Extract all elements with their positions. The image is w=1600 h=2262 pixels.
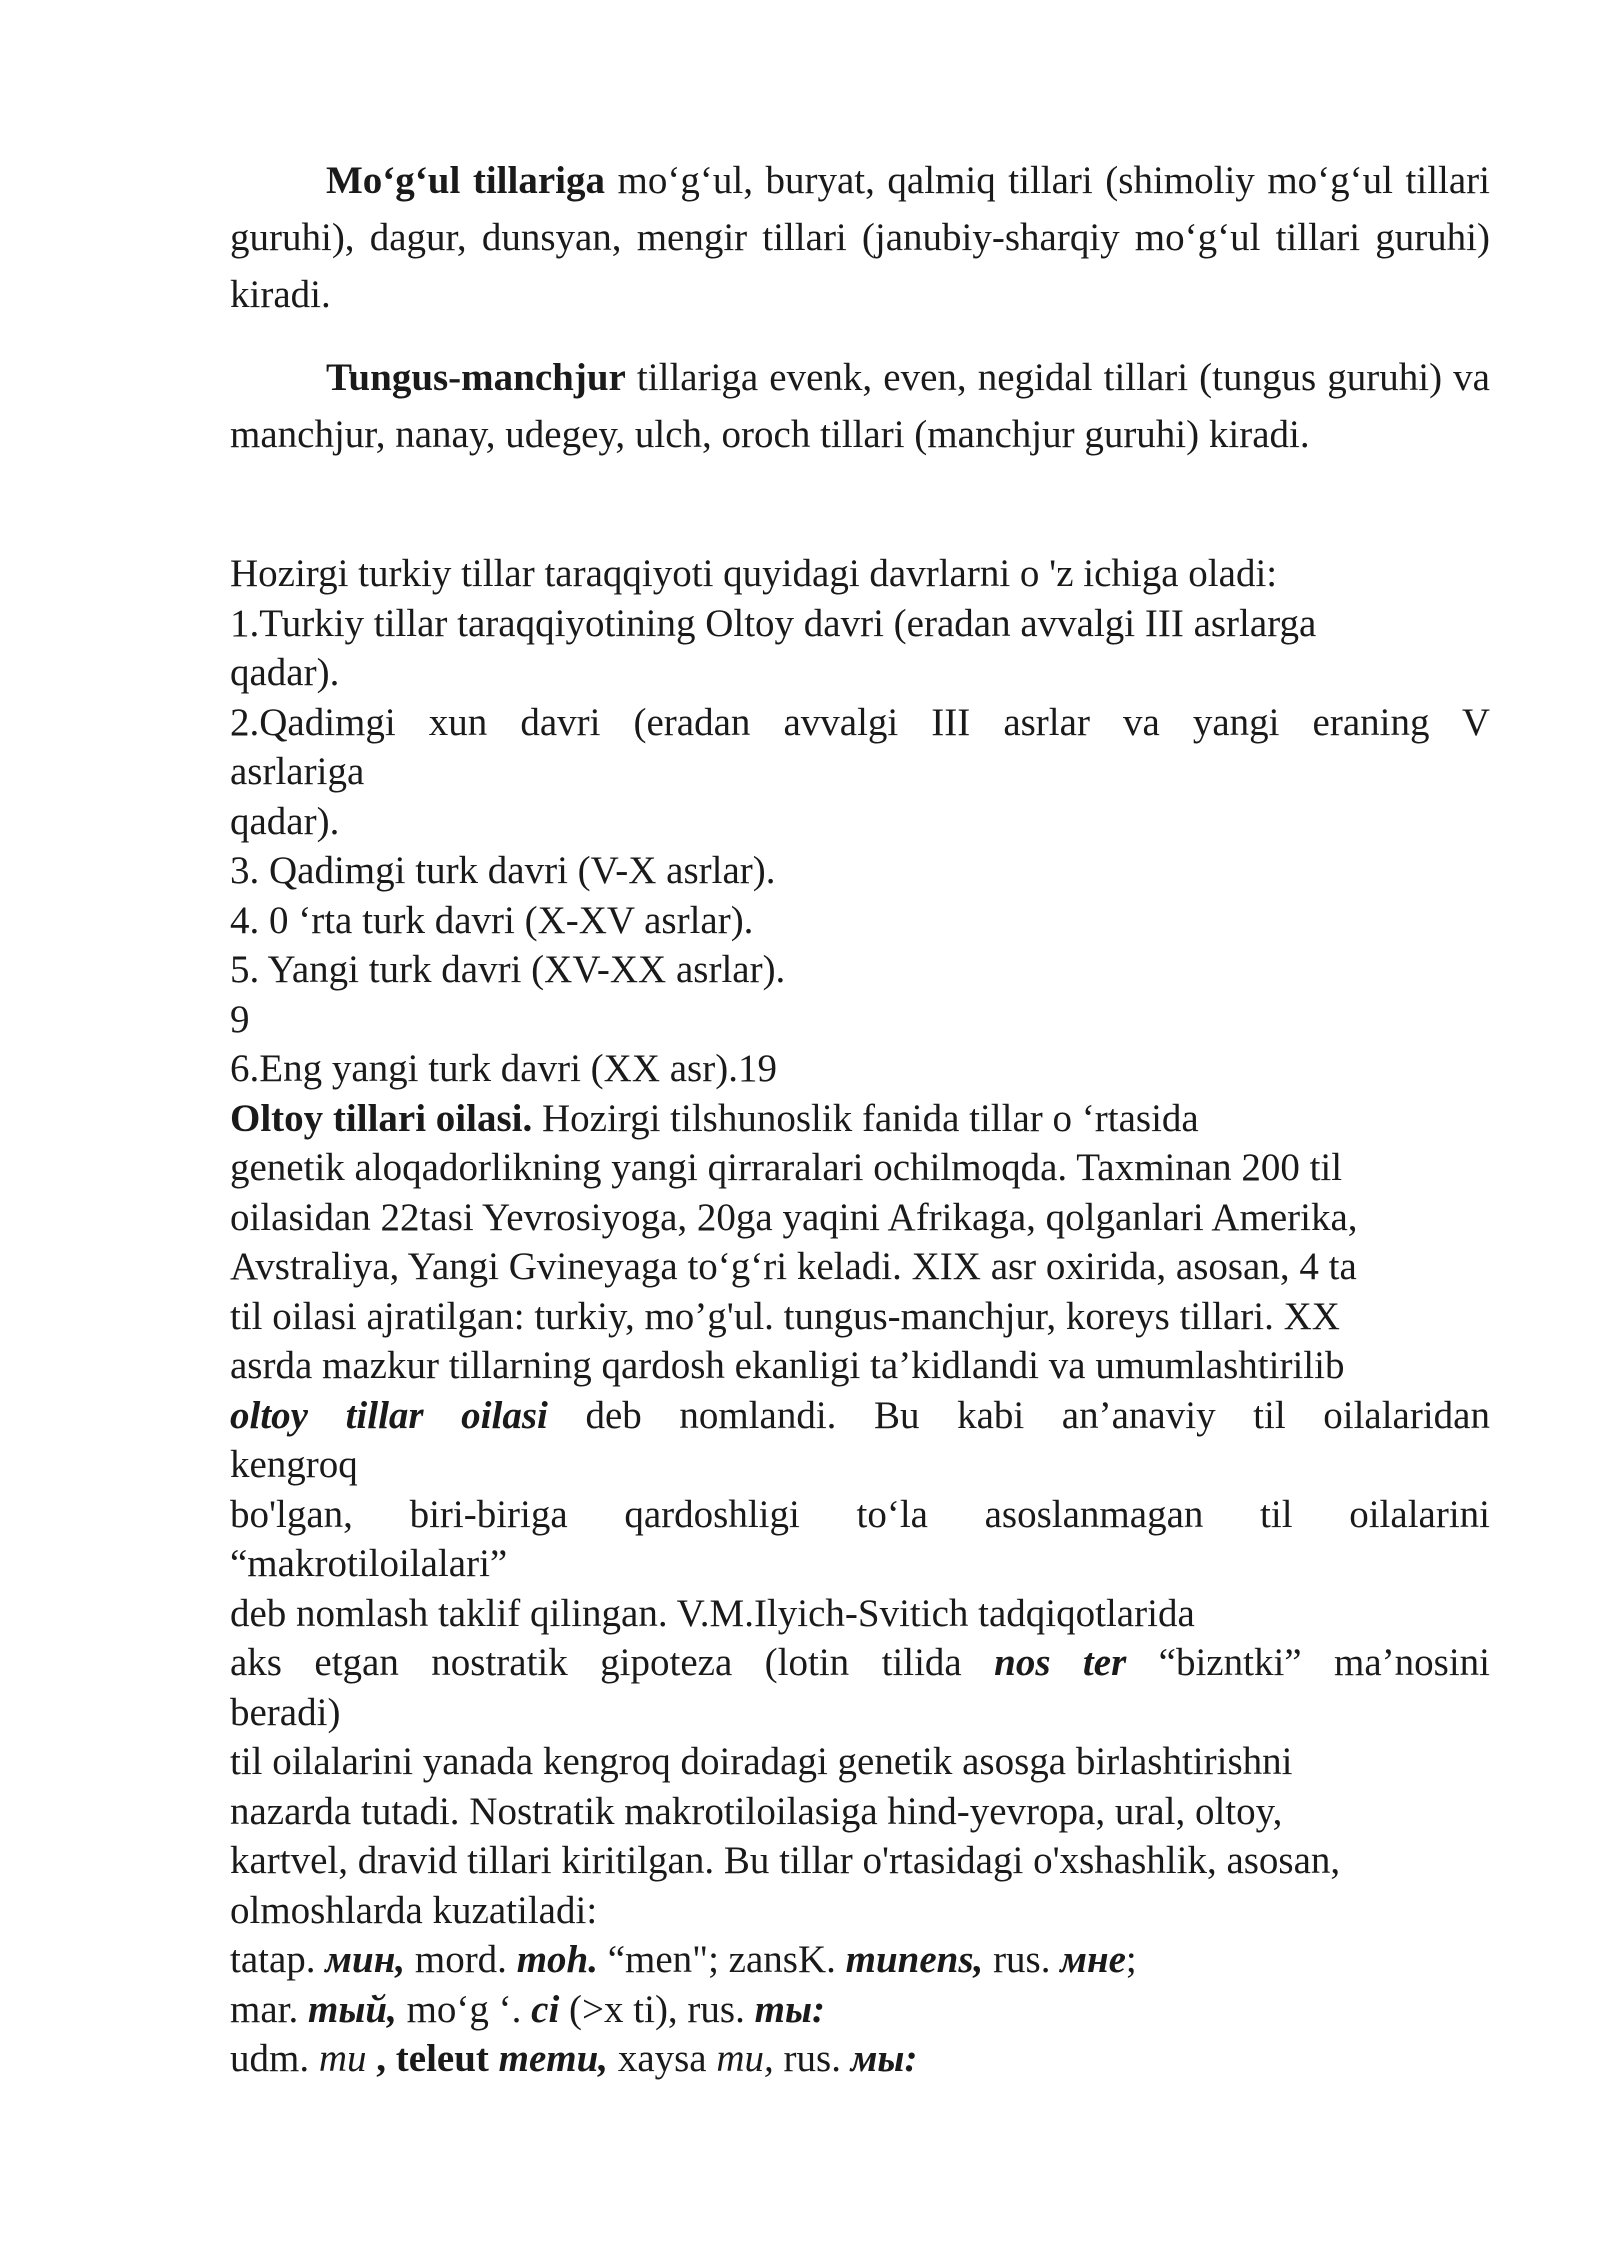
example-run: rus.	[773, 2037, 851, 2080]
altaic-line-17: olmoshlarda kuzatiladi:	[230, 1888, 598, 1932]
altaic-line-11: deb nomlash taklif qilingan. V.M.Ilyich-Svitich tadqiqotlarida	[230, 1591, 1195, 1635]
paragraph-mongolic	[230, 152, 1490, 323]
altaic-text: deb nomlandi. Bu kabi an’anaviy til oilalaridan	[547, 1393, 1490, 1437]
altaic-line-9: bo'lgan, biri-biriga qardoshligi to‘la asoslanmagan til oilalarini	[230, 1492, 1490, 1536]
example-run: “men"; zansK.	[597, 1938, 846, 1981]
example-run: xaysa	[608, 2037, 717, 2080]
period-1-line-b: qadar).	[230, 651, 340, 694]
example-line-2	[230, 1985, 1490, 2035]
example-run: tatap.	[230, 1938, 326, 1981]
altaic-line-3: oilasidan 22tasi Yevrosiyoga, 20ga yaqini Afrikaga, qolganlari Amerika,	[230, 1195, 1358, 1239]
altaic-text: “bizntki” ma’nosini	[1126, 1641, 1490, 1684]
term-altaic-family: oltoy tillar oilasi	[230, 1393, 548, 1437]
altaic-text: aks etgan nostratik gipoteza (lotin tilida	[230, 1641, 995, 1684]
example-run: , teleut	[366, 2037, 499, 2080]
term-tungusic: Tungus-manchjur	[326, 356, 626, 399]
altaic-line-8: kengroq	[230, 1443, 358, 1486]
altaic-line-15: nazarda tutadi. Nostratik makrotiloilasiga hind-yevropa, ural, oltoy,	[230, 1789, 1283, 1833]
period-2-line-a: 2.Qadimgi xun davri (eradan avvalgi III asrlar va yangi eraning V	[230, 700, 1490, 744]
example-run: moh.	[516, 1938, 598, 1981]
periods-list	[230, 549, 1490, 2084]
altaic-line-16: kartvel, dravid tillari kiritilgan. Bu tillar o'rtasidagi o'xshashlik, asosan,	[230, 1839, 1341, 1882]
example-run: мы:	[850, 2037, 918, 2080]
altaic-text: Hozirgi tilshunoslik fanida tillar o ‘rtasida	[532, 1096, 1199, 1140]
paragraph-text: tillariga evenk, even, negidal tillari (tungus guruhi) va manchjur, nanay, udegey, ulch, oroch tillari (manchjur guruhi) kiradi.	[230, 356, 1490, 456]
period-5: 5. Yangi turk davri (XV-XX asrlar).	[230, 948, 786, 991]
example-run: mar.	[230, 1987, 308, 2031]
altaic-heading: Oltoy tillari oilasi.	[230, 1096, 533, 1140]
altaic-line-7	[230, 1391, 1490, 1441]
altaic-line-13: beradi)	[230, 1690, 341, 1734]
period-2-line-b: asrlariga	[230, 750, 365, 793]
period-3: 3. Qadimgi turk davri (V-X asrlar).	[230, 849, 776, 892]
example-run: munens,	[845, 1938, 984, 1981]
altaic-line-4: Avstraliya, Yangi Gvineyaga to‘g‘ri keladi. XIX asr oxirida, asosan, 4 ta	[230, 1245, 1357, 1288]
period-4: 4. 0 ‘rta turk davri (X-XV asrlar).	[230, 898, 754, 942]
altaic-line-14: til oilalarini yanada kengroq doiradagi genetik asosga birlashtirishni	[230, 1740, 1293, 1783]
example-run: mord.	[405, 1938, 517, 1981]
periods-intro: Hozirgi turkiy tillar taraqqiyoti quyidagi davrlarni o 'z ichiga oladi:	[230, 552, 1278, 595]
example-run: memu,	[498, 2037, 609, 2080]
example-run: ci	[531, 1987, 560, 2031]
period-6: 6.Eng yangi turk davri (XX asr).19	[230, 1047, 777, 1090]
altaic-line-1	[230, 1094, 1490, 1144]
page-number: 9	[230, 997, 250, 1041]
example-run: mu	[318, 2037, 367, 2080]
altaic-line-6: asrda mazkur tillarning qardosh ekanligi ta’kidlandi va umumlashtirilib	[230, 1344, 1345, 1387]
period-2-line-c: qadar).	[230, 799, 340, 843]
example-run: мне	[1060, 1938, 1126, 1981]
term-nos-ter: nos ter	[994, 1641, 1127, 1684]
altaic-line-2: genetik aloqadorlikning yangi qirraralari ochilmoqda. Taxminan 200 til	[230, 1146, 1343, 1189]
period-1-line-a: 1.Turkiy tillar taraqqiyotining Oltoy davri (eradan avvalgi III asrlarga	[230, 601, 1317, 645]
example-run: мин,	[325, 1938, 406, 1981]
example-run: тый,	[307, 1987, 397, 2031]
altaic-line-12	[230, 1638, 1490, 1688]
example-run: rus.	[983, 1938, 1061, 1981]
example-line-3	[230, 2034, 1490, 2084]
example-run: (>x ti), rus.	[559, 1987, 755, 2031]
term-mongolic: Mo‘g‘ul tillariga	[326, 159, 605, 202]
example-line-1	[230, 1935, 1490, 1985]
example-run: ты:	[754, 1987, 825, 2031]
example-run: mo‘g ‘.	[396, 1987, 532, 2031]
example-run: mu,	[716, 2037, 774, 2080]
paragraph-tungusic	[230, 349, 1490, 463]
altaic-line-10: “makrotiloilalari”	[230, 1542, 508, 1585]
altaic-line-5: til oilasi ajratilgan: turkiy, mo’g'ul. tungus-manchjur, koreys tillari. XX	[230, 1294, 1340, 1338]
paragraph-text: mo‘g‘ul, buryat, qalmiq tillari (shimoliy mo‘g‘ul tillari guruhi), dagur, dunsyan, mengir tillari (janubiy-sharqiy mo‘g‘ul tillari guruhi) kiradi.	[230, 159, 1490, 316]
example-run: udm.	[230, 2037, 319, 2080]
example-run: ;	[1125, 1938, 1137, 1981]
